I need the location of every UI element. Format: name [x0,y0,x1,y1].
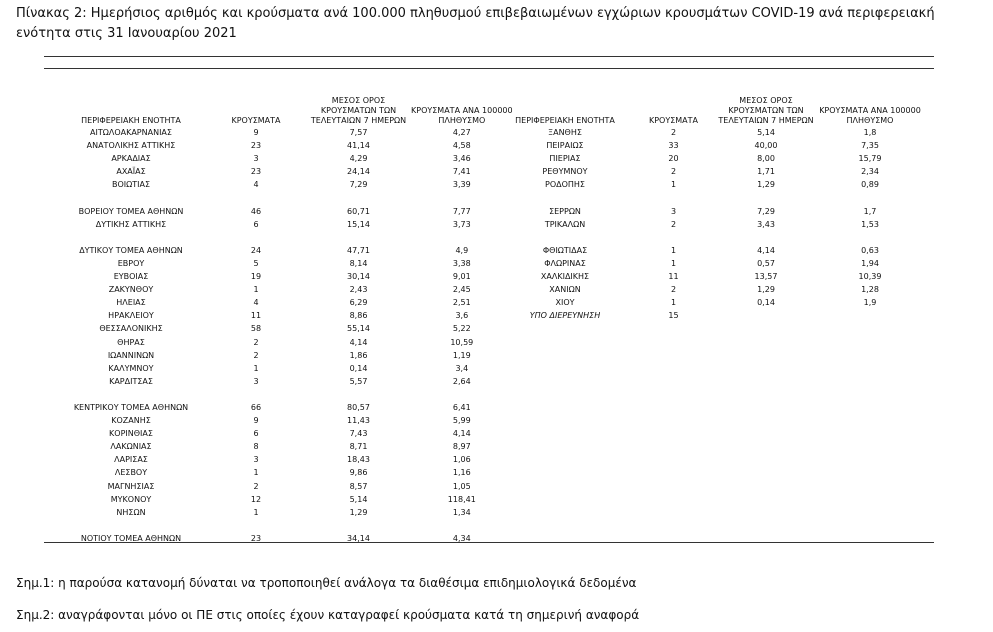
top-rule [44,56,934,57]
table-row [500,205,925,218]
cases-cell: 2 [253,337,259,347]
table-row [500,178,925,191]
per100k-cell: 4,9 [455,245,469,255]
region-cell: ΕΒΡΟΥ [117,258,145,268]
header-avg7-line1: ΜΕΣΟΣ ΟΡΟΣ [331,96,386,105]
cases-cell: 8 [253,442,259,452]
table-row [56,165,513,178]
avg7-cell: 8,00 [757,154,775,164]
cases-cell: 19 [250,272,262,282]
per100k-cell: 9,01 [452,272,471,282]
region-cell: ΔΥΤΙΚΟΥ ΤΟΜΕΑ ΑΘΗΝΩΝ [79,245,183,255]
table-row [56,414,513,427]
avg7-cell: 3,43 [757,219,775,229]
cases-cell: 1 [253,285,259,295]
per100k-cell: 5,99 [452,416,471,426]
avg7-cell: 0,14 [757,298,775,308]
cases-cell: 11 [250,311,262,321]
per100k-cell: 4,34 [452,533,471,543]
per100k-cell: 7,41 [452,167,471,177]
avg7-cell: 18,43 [347,455,370,465]
header-avg7-line2: ΚΡΟΥΣΜΑΤΩΝ ΤΩΝ [320,106,397,115]
header-avg7 [717,96,815,126]
per100k-cell: 1,94 [861,258,879,268]
per100k-cell: 1,34 [452,507,471,517]
table-row [56,336,513,349]
region-cell: ΞΑΝΘΗΣ [548,128,582,137]
region-cell: ΝΗΣΩΝ [116,507,146,517]
region-cell: ΗΛΕΙΑΣ [116,298,146,308]
region-cell: ΔΥΤΙΚΗΣ ΑΤΤΙΚΗΣ [95,219,167,229]
avg7-cell: 13,57 [754,272,778,282]
avg7-cell: 1,29 [757,180,775,190]
table-row [56,427,513,440]
region-cell: ΚΑΡΔΙΤΣΑΣ [109,376,153,386]
region-cell: ΥΠΟ ΔΙΕΡΕΥΝΗΣΗ [529,311,601,321]
table-row [56,480,513,493]
table-title: Πίνακας 2: Ημερήσιος αριθμός και κρούσματα ανά 100.000 πληθυσμού επιβεβαιωμένων εγχώριων κρουσμάτων COVID-19 ανά περιφερειακή ενότητα στις 31 Ιανουαρίου 2021 [16,6,935,41]
cases-cell: 9 [253,128,259,137]
header-cases: ΚΡΟΥΣΜΑΤΑ [231,116,281,125]
region-cell: ΒΟΙΩΤΙΑΣ [111,180,151,190]
avg7-cell: 47,71 [347,245,370,255]
cases-cell: 2 [253,481,259,491]
per100k-cell: 1,05 [452,481,471,491]
avg7-cell: 7,29 [349,180,368,190]
per100k-cell: 2,64 [452,376,471,386]
table-row [500,218,925,231]
per100k-cell: 7,35 [861,141,879,151]
spacer-row [56,191,513,204]
table-row [56,322,513,335]
region-cell: ΑΙΤΩΛΟΑΚΑΡΝΑΝΙΑΣ [90,128,172,137]
table-row [500,270,925,283]
table-row [56,349,513,362]
spacer-row [56,231,513,244]
per100k-cell [815,309,925,322]
per100k-cell: 8,97 [452,442,471,452]
avg7-cell: 9,86 [349,468,368,478]
table-row [56,178,513,191]
header-avg7-line1: ΜΕΣΟΣ ΟΡΟΣ [739,96,793,105]
cases-cell: 5 [253,258,259,268]
per100k-cell: 1,28 [861,285,879,295]
per100k-cell: 1,9 [863,298,877,308]
avg7-cell: 1,86 [349,350,368,360]
table-row [500,126,925,139]
region-cell: ΦΛΩΡΙΝΑΣ [544,258,586,268]
spacer-row [500,191,925,204]
cases-cell: 2 [253,350,259,360]
table-row [500,257,925,270]
cases-cell: 2 [670,219,677,229]
region-cell: ΦΘΙΩΤΙΔΑΣ [542,245,588,255]
cases-cell: 66 [250,402,262,412]
table-row [56,493,513,506]
note-1: Σημ.1: η παρούσα κατανομή δύναται να τροποποιηθεί ανάλογα τα διαθέσιμα επιδημιολογικά δεδομένα [16,576,637,590]
cases-cell: 2 [670,128,677,137]
cases-cell: 20 [668,154,679,164]
table-row [56,257,513,270]
avg7-cell: 24,14 [347,167,370,177]
right-table-body [500,126,925,322]
table-row [500,296,925,309]
avg7-cell: 0,57 [757,258,775,268]
region-cell: ΝΟΤΙΟΥ ΤΟΜΕΑ ΑΘΗΝΩΝ [80,533,182,543]
table-row [500,139,925,152]
left-header-row [56,96,513,126]
region-cell: ΑΡΚΑΔΙΑΣ [111,154,151,164]
spacer-cell [500,231,925,244]
avg7-cell: 8,57 [349,481,368,491]
avg7-cell: 30,14 [347,272,370,282]
table-row [500,283,925,296]
per100k-cell: 2,34 [861,167,879,177]
table-row [56,139,513,152]
per100k-cell: 1,8 [863,128,877,137]
per100k-cell: 5,22 [452,324,471,334]
avg7-cell: 7,57 [349,128,368,137]
cases-cell: 1 [253,363,259,373]
table-row [56,532,513,545]
region-cell: ΛΑΚΩΝΙΑΣ [110,442,152,452]
per100k-cell: 3,73 [452,219,471,229]
header-per100k-line1: ΚΡΟΥΣΜΑΤΑ ΑΝΑ 100000 [411,106,513,115]
region-cell: ΘΗΡΑΣ [117,337,145,347]
per100k-cell: 3,6 [455,311,469,321]
per100k-cell: 15,79 [858,154,882,164]
per100k-cell: 2,45 [452,285,471,295]
region-cell: ΧΑΝΙΩΝ [549,285,581,295]
region-cell: ΤΡΙΚΑΛΩΝ [544,219,586,229]
avg7-cell: 7,29 [757,206,775,216]
header-per100k-line2: ΠΛΗΘΥΣΜΟ [438,116,486,125]
table-row [56,453,513,466]
per100k-cell: 1,53 [861,219,879,229]
avg7-cell: 15,14 [347,219,370,229]
table-row [56,401,513,414]
region-cell: ΠΕΙΡΑΙΩΣ [546,141,584,151]
spacer-row [56,388,513,401]
avg7-cell: 4,14 [349,337,368,347]
spacer-row [56,519,513,532]
table-row [500,244,925,257]
cases-cell: 3 [670,206,677,216]
avg7-cell: 8,86 [349,311,368,321]
cases-cell: 4 [253,180,259,190]
per100k-cell: 0,63 [861,245,879,255]
right-header-row [500,96,925,126]
region-cell: ΧΙΟΥ [555,298,575,308]
table-row [500,309,925,322]
header-per100k [411,96,513,126]
second-rule [44,68,934,69]
region-cell: ΧΑΛΚΙΔΙΚΗΣ [540,272,590,282]
avg7-cell: 4,29 [349,154,368,164]
region-cell: ΣΕΡΡΩΝ [549,206,581,216]
spacer-row [500,231,925,244]
table-row [56,296,513,309]
avg7-cell: 8,14 [349,258,368,268]
table-row [56,152,513,165]
avg7-cell: 8,71 [349,442,368,452]
avg7-cell: 34,14 [347,533,370,543]
per100k-cell: 118,41 [447,494,476,504]
cases-cell: 4 [253,298,259,308]
header-per100k-line2: ΠΛΗΘΥΣΜΟ [846,116,894,125]
cases-cell: 3 [253,154,259,164]
avg7-cell: 1,29 [349,507,368,517]
table-row [56,283,513,296]
per100k-cell: 3,39 [452,180,471,190]
avg7-cell: 6,29 [349,298,368,308]
spacer-cell [500,191,925,204]
cases-cell: 24 [250,245,262,255]
region-cell: ΘΕΣΣΑΛΟΝΙΚΗΣ [99,324,163,334]
region-cell: ΙΩΑΝΝΙΝΩΝ [107,350,155,360]
header-region: ΠΕΡΙΦΕΡΕΙΑΚΗ ΕΝΟΤΗΤΑ [515,116,615,125]
avg7-cell: 40,00 [754,141,778,151]
table-row [56,362,513,375]
bottom-rule [44,542,934,543]
region-cell: ΡΟΔΟΠΗΣ [545,180,585,190]
header-avg7 [306,96,411,126]
table-row [500,152,925,165]
per100k-cell: 2,51 [452,298,471,308]
header-per100k-line1: ΚΡΟΥΣΜΑΤΑ ΑΝΑ 100000 [819,106,921,115]
region-cell: ΜΑΓΝΗΣΙΑΣ [107,481,155,491]
per100k-cell: 1,06 [452,455,471,465]
avg7-cell: 5,14 [349,494,368,504]
spacer-cell [56,231,513,244]
region-cell: ΠΙΕΡΙΑΣ [549,154,581,164]
table-row [56,375,513,388]
cases-cell: 33 [668,141,679,151]
cases-cell: 3 [253,455,259,465]
right-table [500,96,925,322]
region-cell: ΚΟΖΑΝΗΣ [111,416,151,426]
cases-cell: 23 [250,167,262,177]
per100k-cell: 3,38 [452,258,471,268]
cases-cell: 46 [250,206,262,216]
avg7-cell: 0,14 [349,363,368,373]
table-row [56,506,513,519]
cases-cell: 3 [253,376,259,386]
header-per100k [815,96,925,126]
region-cell: ΒΟΡΕΙΟΥ ΤΟΜΕΑ ΑΘΗΝΩΝ [78,206,184,216]
region-cell: ΚΟΡΙΝΘΙΑΣ [109,429,153,439]
avg7-cell: 5,57 [349,376,368,386]
spacer-cell [56,388,513,401]
region-cell: ΕΥΒΟΙΑΣ [113,272,149,282]
cases-cell: 1 [670,298,677,308]
avg7-cell: 1,71 [757,167,775,177]
region-cell: ΜΥΚΟΝΟΥ [110,494,152,504]
left-table-body [56,126,513,545]
region-cell: ΛΑΡΙΣΑΣ [114,455,148,465]
per100k-cell: 4,14 [452,429,471,439]
per100k-cell: 0,89 [861,180,879,190]
cases-cell: 12 [250,494,262,504]
table-row [56,205,513,218]
cases-cell: 2 [670,167,677,177]
cases-cell: 15 [668,311,679,321]
table-row [56,309,513,322]
per100k-cell: 10,39 [858,272,882,282]
header-region: ΠΕΡΙΦΕΡΕΙΑΚΗ ΕΝΟΤΗΤΑ [81,116,181,125]
header-cases: ΚΡΟΥΣΜΑΤΑ [648,116,699,125]
cases-cell: 1 [253,507,259,517]
region-cell: ΡΕΘΥΜΝΟΥ [542,167,588,177]
region-cell: ΗΡΑΚΛΕΙΟΥ [108,311,154,321]
table-row [56,218,513,231]
header-avg7-line3: ΤΕΛΕΥΤΑΙΩΝ 7 ΗΜΕΡΩΝ [310,116,407,125]
per100k-cell: 1,19 [452,350,471,360]
region-cell: ΖΑΚΥΝΘΟΥ [108,285,154,295]
header-avg7-line2: ΚΡΟΥΣΜΑΤΩΝ ΤΩΝ [728,106,804,115]
cases-cell: 6 [253,219,259,229]
avg7-cell: 1,29 [757,285,775,295]
per100k-cell: 3,46 [452,154,471,164]
cases-cell: 1 [670,245,677,255]
avg7-cell: 7,43 [349,429,368,439]
region-cell: ΑΝΑΤΟΛΙΚΗΣ ΑΤΤΙΚΗΣ [86,141,176,151]
table-row [56,244,513,257]
per100k-cell: 3,4 [455,363,469,373]
region-cell: ΛΕΣΒΟΥ [114,468,148,478]
cases-cell: 1 [670,258,677,268]
per100k-cell: 6,41 [452,402,471,412]
avg7-cell: 2,43 [349,285,368,295]
avg7-cell: 55,14 [347,324,370,334]
region-cell: ΚΑΛΥΜΝΟΥ [108,363,154,373]
left-table [56,96,513,545]
cases-cell: 11 [668,272,679,282]
header-avg7-line3: ΤΕΛΕΥΤΑΙΩΝ 7 ΗΜΕΡΩΝ [718,116,814,125]
avg7-cell: 11,43 [347,416,370,426]
cases-cell: 2 [670,285,677,295]
avg7-cell: 80,57 [347,402,370,412]
per100k-cell: 4,58 [452,141,471,151]
cases-cell: 6 [253,429,259,439]
per100k-cell: 10,59 [450,337,474,347]
cases-cell: 58 [250,324,262,334]
region-cell: ΚΕΝΤΡΙΚΟΥ ΤΟΜΕΑ ΑΘΗΝΩΝ [73,402,189,412]
per100k-cell: 1,16 [452,468,471,478]
per100k-cell: 4,27 [452,128,471,137]
avg7-cell: 4,14 [757,245,775,255]
note-2: Σημ.2: αναγράφονται μόνο οι ΠΕ στις οποίες έχουν καταγραφεί κρούσματα κατά τη σημερινή αναφορά [16,608,640,622]
avg7-cell [717,309,815,322]
table-row [56,126,513,139]
table-row [56,270,513,283]
spacer-cell [56,191,513,204]
table-row [56,440,513,453]
avg7-cell: 41,14 [347,141,370,151]
cases-cell: 1 [253,468,259,478]
avg7-cell: 5,14 [757,128,775,137]
cases-cell: 9 [253,416,259,426]
per100k-cell: 1,7 [863,206,877,216]
table-row [56,466,513,479]
avg7-cell: 60,71 [347,206,370,216]
cases-cell: 1 [670,180,677,190]
cases-cell: 23 [250,141,262,151]
table-row [500,165,925,178]
region-cell: ΑΧΑΪΑΣ [116,167,146,177]
per100k-cell: 7,77 [452,206,471,216]
cases-cell: 23 [250,533,262,543]
spacer-cell [56,519,513,532]
